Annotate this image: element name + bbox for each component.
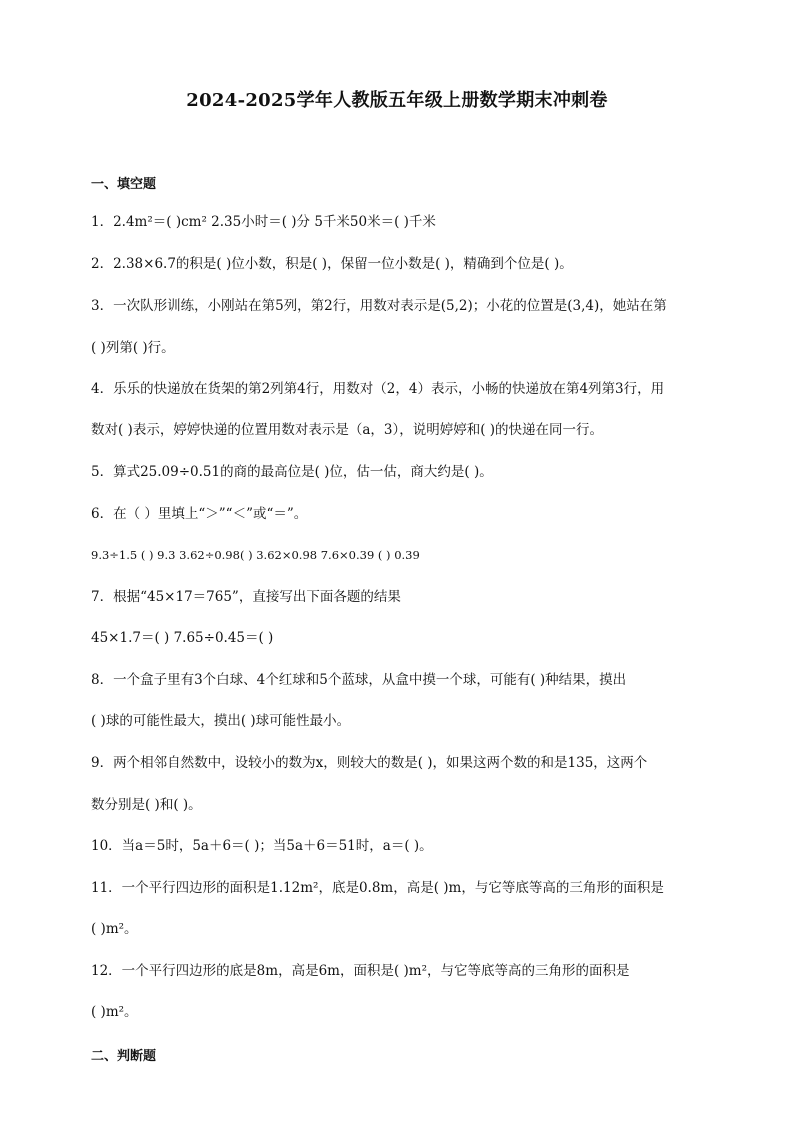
question-12-cont: ( )m²。 [91,1004,138,1020]
exam-title: 2024-2025学年人教版五年级上册数学期末冲刺卷 [186,90,608,111]
question-2: 2．2.38×6.7的积是( )位小数，积是( )，保留一位小数是( )，精确到个位是( )。 [91,256,573,272]
question-11: 11．一个平行四边形的面积是1.12m²，底是0.8m，高是( )m，与它等底等高的三角形的面积是 [91,880,664,896]
question-1: 1．2.4m²＝( )cm² 2.35小时＝( )分 5千米50米＝( )千米 [91,214,436,230]
section-fill-in-blanks: 一、填空题 [91,177,157,192]
question-4-cont: 数对( )表示，婷婷快递的位置用数对表示是（a，3），说明婷婷和( )的快递在同一行。 [91,422,604,438]
question-8-cont: ( )球的可能性最大，摸出( )球可能性最小。 [91,713,351,729]
question-7: 7．根据“45×17＝765”，直接写出下面各题的结果 [91,589,401,605]
question-3-cont: ( )列第( )行。 [91,340,175,356]
question-10: 10．当a＝5时，5a＋6＝( )；当5a＋6＝51时，a＝( )。 [91,838,433,854]
question-11-cont: ( )m²。 [91,921,138,937]
question-12: 12．一个平行四边形的底是8m，高是6m，面积是( )m²，与它等底等高的三角形的面积是 [91,963,630,979]
question-6: 6．在（ ）里填上“＞”“＜”或“＝”。 [91,506,308,522]
question-8: 8．一个盒子里有3个白球、4个红球和5个蓝球，从盒中摸一个球，可能有( )种结果，摸出 [91,672,627,688]
question-3: 3．一次队形训练，小刚站在第5列，第2行，用数对表示是(5,2)；小花的位置是(3,4)，她站在第 [91,298,667,314]
question-4: 4．乐乐的快递放在货架的第2列第4行，用数对（2，4）表示，小畅的快递放在第4列第3行，用 [91,381,665,397]
question-7-items: 45×1.7＝( ) 7.65÷0.45＝( ) [91,630,274,646]
question-9: 9．两个相邻自然数中，设较小的数为x，则较大的数是( )，如果这两个数的和是135，这两个 [91,755,648,771]
question-6-items: 9.3÷1.5 ( ) 9.3 3.62÷0.98( ) 3.62×0.98 7.6×0.39 ( ) 0.39 [91,548,420,562]
question-9-cont: 数分别是( )和( )。 [91,797,202,813]
section-true-false: 二、判断题 [91,1049,157,1064]
question-5: 5．算式25.09÷0.51的商的最高位是( )位，估一估，商大约是( )。 [91,464,493,480]
